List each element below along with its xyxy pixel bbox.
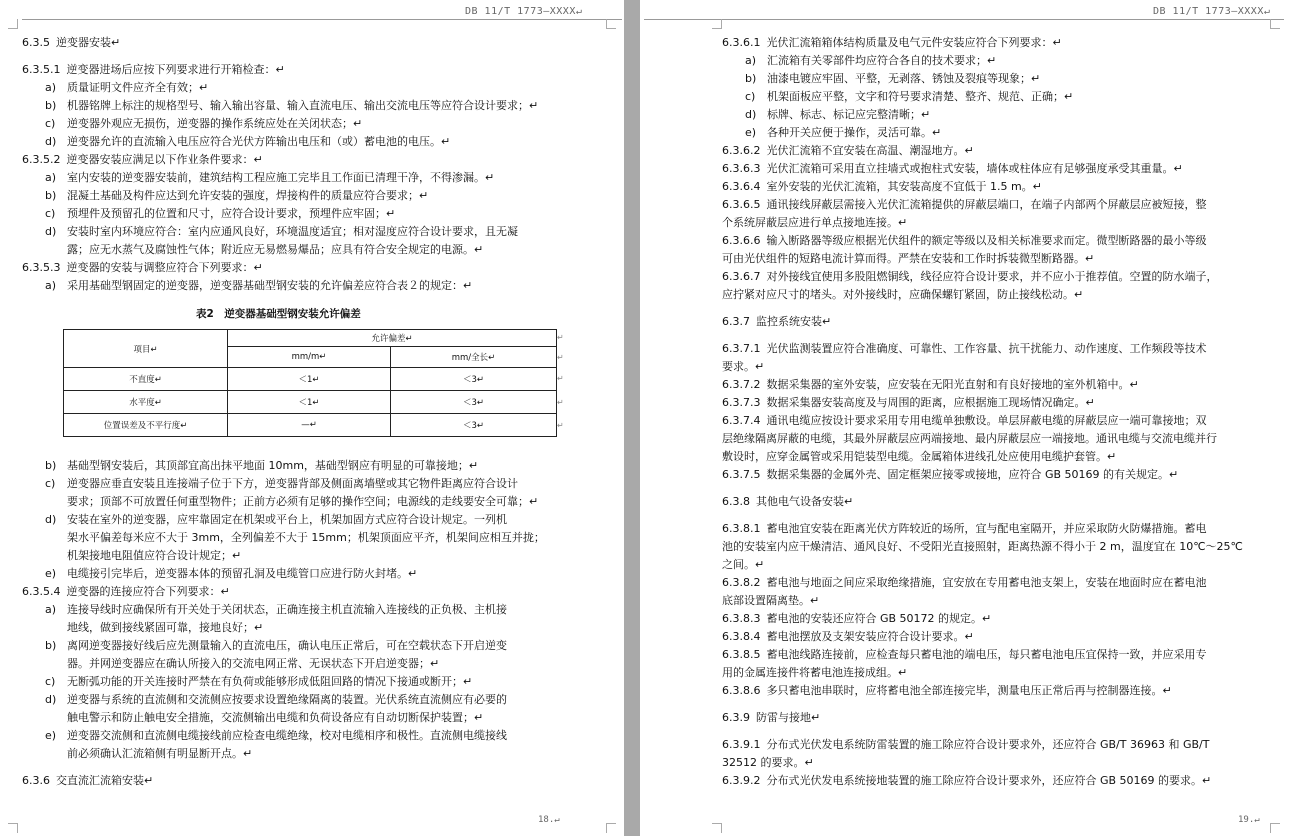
list-item-continued xyxy=(67,495,538,509)
clause-text: 室外安装的光伏汇流箱，其安装高度不宜低于 1.5 m。↵ xyxy=(766,180,1042,193)
clause xyxy=(722,648,1206,662)
row-end-mark: ↵ xyxy=(557,374,564,383)
section-heading xyxy=(22,774,153,788)
crop-mark xyxy=(8,19,18,29)
header-col-b: mm/全长↵ xyxy=(391,347,557,368)
clause-number: 6.3.6.1 xyxy=(722,36,761,49)
list-item xyxy=(45,117,362,131)
table-cell: 不直度↵ xyxy=(64,368,228,391)
clause-text: 应拧紧对应尺寸的堵头。对外接线时，应确保螺钉紧固，防止接线松动。↵ xyxy=(722,288,1084,301)
item-text: 标牌、标志、标记应完整清晰；↵ xyxy=(767,108,931,121)
crop-mark xyxy=(606,19,616,29)
clause-text: 通讯接线屏蔽层需接入光伏汇流箱提供的屏蔽层端口，在端子内部两个屏蔽层应被短接，整 xyxy=(766,198,1207,211)
clause-text: 32512 的要求。↵ xyxy=(722,756,814,769)
item-text: 室内安装的逆变器安装前，建筑结构工程应施工完毕且工作面已清理干净，不得渗漏。↵ xyxy=(67,171,495,184)
clause-continued xyxy=(722,432,1217,446)
clause-text: 蓄电池宜安装在距离光伏方阵较近的场所，宜与配电室隔开，并应采取防火防爆措施。蓄电 xyxy=(766,522,1207,535)
clause-text: 分布式光伏发电系统防雷装置的施工除应符合设计要求外，还应符合 GB/T 36963 和 GB/T xyxy=(766,738,1210,751)
clause xyxy=(722,522,1206,536)
clause-number: 6.3.5.1 xyxy=(22,63,61,76)
item-text: 采用基础型钢固定的逆变器，逆变器基础型钢安装的允许偏差应符合表２的规定：↵ xyxy=(67,279,473,292)
clause-text: 蓄电池线路连接前，应检查每只蓄电池的端电压，每只蓄电池电压宜保持一致，并应采用专 xyxy=(766,648,1207,661)
item-text: 离网逆变器接好线后应先测量输入的直流电压，确认电压正常后，可在空载状态下开启逆变 xyxy=(67,639,507,652)
clause-continued xyxy=(722,540,1243,554)
item-text: 电缆接引完毕后，逆变器本体的预留孔洞及电缆管口应进行防火封堵。↵ xyxy=(67,567,418,580)
clause-text: 数据采集器的室外安装，应安装在无阳光直射和有良好接地的室外机箱中。↵ xyxy=(766,378,1139,391)
clause-number: 6.3.6.2 xyxy=(722,144,761,157)
page-gutter xyxy=(624,0,640,836)
clause xyxy=(722,342,1206,356)
item-text: 预埋件及预留孔的位置和尺寸，应符合设计要求，预埋件应牢固；↵ xyxy=(67,207,396,220)
clause xyxy=(22,63,285,77)
clause-number: 6.3.7.1 xyxy=(722,342,761,355)
clause xyxy=(722,36,1062,50)
clause xyxy=(22,585,230,599)
clause xyxy=(722,270,1217,284)
clause-text: 监控系统安装↵ xyxy=(756,315,832,328)
row-end-mark: ↵ xyxy=(557,398,564,407)
clause-continued xyxy=(722,216,907,230)
item-label: a) xyxy=(45,81,57,94)
item-label: b) xyxy=(45,639,57,652)
clause-number: 6.3.8.2 xyxy=(722,576,761,589)
clause xyxy=(722,774,1211,788)
table-cell: 位置误差及不平行度↵ xyxy=(64,414,228,437)
list-item-continued xyxy=(67,243,483,257)
list-item xyxy=(45,207,395,221)
clause xyxy=(722,180,1042,194)
clause-number: 6.3.7.3 xyxy=(722,396,761,409)
header-group: 允许偏差↵ xyxy=(228,330,557,347)
clause-text: 输入断路器等级应根据光伏组件的额定等级以及相关标准要求而定。微型断路器的最小等级 xyxy=(766,234,1207,247)
section-heading xyxy=(22,36,120,50)
crop-mark xyxy=(712,19,722,29)
clause-number: 6.3.5.2 xyxy=(22,153,61,166)
clause-continued xyxy=(722,360,764,374)
clause xyxy=(22,261,263,275)
item-label: b) xyxy=(45,189,57,202)
clause-number: 6.3.9.1 xyxy=(722,738,761,751)
list-item-continued xyxy=(67,711,483,725)
header-rule xyxy=(22,19,622,20)
clause-number: 6.3.6.4 xyxy=(722,180,761,193)
section-heading xyxy=(722,711,820,725)
tolerance-table xyxy=(63,329,557,437)
clause-text: 光伏汇流箱不宜安装在高温、潮湿地方。↵ xyxy=(766,144,974,157)
item-label: a) xyxy=(45,603,57,616)
clause-text: 多只蓄电池串联时，应将蓄电池全部连接完毕，测量电压正常后再与控制器连接。↵ xyxy=(766,684,1172,697)
item-text: 安装时室内环境应符合：室内应通风良好，环境温度适宜；相对湿度应符合设计要求，且无凝 xyxy=(67,225,518,238)
clause-number: 6.3.7.4 xyxy=(722,414,761,427)
crop-mark xyxy=(1270,823,1280,833)
table-row xyxy=(64,414,557,437)
section-heading xyxy=(722,495,853,509)
item-label: a) xyxy=(45,171,57,184)
clause-number: 6.3.8.6 xyxy=(722,684,761,697)
item-label: c) xyxy=(745,90,756,103)
clause-number: 6.3.8.5 xyxy=(722,648,761,661)
list-item xyxy=(45,477,518,491)
clause xyxy=(722,234,1206,248)
clause-number: 6.3.8.1 xyxy=(722,522,761,535)
left-page xyxy=(0,0,624,836)
clause-number: 6.3.8 xyxy=(722,495,750,508)
running-header: DB 11/T 1773—XXXX↵ xyxy=(465,6,583,17)
item-text: 安装在室外的逆变器，应牢靠固定在机架或平台上，机架加固方式应符合设计规定。一列机 xyxy=(67,513,507,526)
header-col-a: mm/m↵ xyxy=(228,347,391,368)
row-end-mark: ↵ xyxy=(557,421,564,430)
item-text: 架水平偏差每米应不大于 3mm，全列偏差不大于 15mm；机架顶面应平齐，机架间应相互并拢； xyxy=(67,531,545,544)
item-text: 汇流箱有关零部件均应符合各自的技术要求；↵ xyxy=(767,54,997,67)
header-rule xyxy=(644,19,1284,20)
list-item xyxy=(745,90,1073,104)
list-item xyxy=(745,108,930,122)
clause-number: 6.3.7 xyxy=(722,315,750,328)
item-text: 质量证明文件应齐全有效；↵ xyxy=(67,81,209,94)
clause-text: 对外接线宜使用多股阻燃铜线，线径应符合设计要求，并不应小于推荐值。空置的防水端子， xyxy=(766,270,1218,283)
item-text: 逆变器允许的直流输入电压应符合光伏方阵输出电压和（或）蓄电池的电压。↵ xyxy=(67,135,451,148)
clause xyxy=(722,162,1183,176)
table-cell: ＜3↵ xyxy=(391,414,557,437)
clause xyxy=(722,414,1206,428)
item-label: d) xyxy=(45,135,57,148)
clause-number: 6.3.5 xyxy=(22,36,50,49)
item-label: b) xyxy=(745,72,757,85)
clause-text: 逆变器安装↵ xyxy=(56,36,121,49)
list-item xyxy=(45,459,478,473)
item-label: b) xyxy=(45,459,57,472)
row-end-mark: ↵ xyxy=(557,333,564,342)
table-cell: ＜3↵ xyxy=(391,368,557,391)
list-item-continued xyxy=(67,657,439,671)
clause-number: 6.3.5.4 xyxy=(22,585,61,598)
item-label: a) xyxy=(745,54,757,67)
crop-mark xyxy=(1270,19,1280,29)
table-header-row xyxy=(64,330,557,347)
clause xyxy=(722,144,974,158)
clause-text: 逆变器的连接应符合下列要求：↵ xyxy=(66,585,230,598)
clause-text: 层绝缘隔离屏蔽的电缆，其最外屏蔽层应两端接地、最内屏蔽层应一端接地。通讯电缆与交流电缆并行 xyxy=(722,432,1217,445)
clause xyxy=(722,684,1172,698)
item-label: c) xyxy=(45,477,56,490)
clause-number: 6.3.6.5 xyxy=(722,198,761,211)
clause-text: 底部设置隔离垫。↵ xyxy=(722,594,820,607)
list-item-continued xyxy=(67,531,545,545)
clause-continued xyxy=(722,756,814,770)
clause-text: 之间。↵ xyxy=(722,558,765,571)
clause-number: 6.3.6.3 xyxy=(722,162,761,175)
crop-mark xyxy=(606,823,616,833)
clause-text: 交直流汇流箱安装↵ xyxy=(56,774,154,787)
clause-continued xyxy=(722,594,819,608)
row-end-mark: ↵ xyxy=(557,353,564,362)
list-item xyxy=(45,81,208,95)
clause-continued xyxy=(722,252,1094,266)
item-text: 逆变器外观应无损伤，逆变器的操作系统应处在关闭状态；↵ xyxy=(67,117,363,130)
clause-text: 池的安装室内应干燥清洁、通风良好、不受阳光直接照射，距离热源不得小于 2 m，温度宜在 10℃～25℃ xyxy=(722,540,1243,553)
clause-number: 6.3.7.5 xyxy=(722,468,761,481)
clause-text: 光伏汇流箱箱体结构质量及电气元件安装应符合下列要求：↵ xyxy=(766,36,1062,49)
clause-text: 蓄电池的安装还应符合 GB 50172 的规定。↵ xyxy=(766,612,992,625)
clause-continued xyxy=(722,450,1116,464)
table-cell: 水平度↵ xyxy=(64,391,228,414)
section-heading xyxy=(722,315,831,329)
list-item-continued xyxy=(67,549,241,563)
clause-number: 6.3.8.3 xyxy=(722,612,761,625)
clause-text: 可由光伏组件的短路电流计算而得。严禁在安装和工作时拆装微型断路器。↵ xyxy=(722,252,1095,265)
item-label: a) xyxy=(45,279,57,292)
item-label: b) xyxy=(45,99,57,112)
clause-text: 数据采集器安装高度及与周围的距离，应根据施工现场情况确定。↵ xyxy=(766,396,1095,409)
item-label: e) xyxy=(45,729,57,742)
list-item xyxy=(45,639,507,653)
list-item xyxy=(45,675,472,689)
clause-continued xyxy=(722,288,1083,302)
header-item: 项目↵ xyxy=(64,330,228,368)
clause xyxy=(722,738,1209,752)
table-row xyxy=(64,368,557,391)
item-text: 器。并网逆变器应在确认所接入的交流电网正常、无误状态下开启逆变器；↵ xyxy=(67,657,440,670)
item-text: 露；应无水蒸气及腐蚀性气体；附近应无易燃易爆品；应具有符合安全规定的电源。↵ xyxy=(67,243,484,256)
item-label: e) xyxy=(745,126,757,139)
right-page xyxy=(640,0,1291,836)
crop-mark xyxy=(8,823,18,833)
item-text: 前必须确认汇流箱侧有明显断开点。↵ xyxy=(67,747,253,760)
clause-text: 分布式光伏发电系统接地装置的施工除应符合设计要求外，还应符合 GB 50169 的要求。↵ xyxy=(766,774,1212,787)
table-cell: —↵ xyxy=(228,414,391,437)
item-text: 逆变器与系统的直流侧和交流侧应按要求设置绝缘隔离的装置。光伏系统直流侧应有必要的 xyxy=(67,693,507,706)
clause-text: 蓄电池与地面之间应采取绝缘措施，宜安放在专用蓄电池支架上，安装在地面时应在蓄电池 xyxy=(766,576,1207,589)
list-item xyxy=(45,135,450,149)
item-text: 各种开关应便于操作，灵活可靠。↵ xyxy=(767,126,942,139)
item-text: 触电警示和防止触电安全措施，交流侧输出电缆和负荷设备应有自动切断保护装置；↵ xyxy=(67,711,484,724)
item-text: 连接导线时应确保所有开关处于关闭状态，正确连接主机直流输入连接线的正负极、主机接 xyxy=(67,603,507,616)
list-item xyxy=(45,603,507,617)
list-item xyxy=(45,189,428,203)
item-label: c) xyxy=(45,117,56,130)
item-label: c) xyxy=(45,207,56,220)
item-text: 油漆电镀应牢固、平整，无剥落、锈蚀及裂痕等现象；↵ xyxy=(767,72,1041,85)
item-label: d) xyxy=(45,693,57,706)
table-cell: ＜1↵ xyxy=(228,391,391,414)
item-text: 逆变器应垂直安装且连接端子位于下方，逆变器背部及侧面离墙壁或其它物件距离应符合设计 xyxy=(67,477,518,490)
clause-text: 逆变器进场后应按下列要求进行开箱检查：↵ xyxy=(66,63,285,76)
clause-text: 个系统屏蔽层应进行单点接地连接。↵ xyxy=(722,216,908,229)
clause-text: 数据采集器的金属外壳、固定框架应接零或接地，应符合 GB 50169 的有关规定。↵ xyxy=(766,468,1179,481)
list-item xyxy=(45,225,518,239)
list-item xyxy=(745,126,941,140)
clause-number: 6.3.6.7 xyxy=(722,270,761,283)
clause-continued xyxy=(722,666,907,680)
clause-number: 6.3.6.6 xyxy=(722,234,761,247)
item-text: 基础型钢安装后，其顶部宜高出抹平地面 10mm，基础型钢应有明显的可靠接地；↵ xyxy=(67,459,479,472)
table-cell: ＜3↵ xyxy=(391,391,557,414)
clause xyxy=(722,468,1178,482)
page-number: 18.↵ xyxy=(538,815,560,825)
item-text: 机架面板应平整，文字和符号要求清楚、整齐、规范、正确；↵ xyxy=(767,90,1074,103)
item-text: 地线，做到接线紧固可靠，接地良好；↵ xyxy=(67,621,264,634)
item-text: 混凝土基础及构件应达到允许安装的强度，焊接构件的质量应符合要求；↵ xyxy=(67,189,429,202)
clause-text: 蓄电池摆放及支架安装应符合设计要求。↵ xyxy=(766,630,974,643)
list-item xyxy=(45,279,472,293)
clause-continued xyxy=(722,558,764,572)
clause-text: 通讯电缆应按设计要求采用专用电缆单独敷设。单层屏蔽电缆的屏蔽层应一端可靠接地；双 xyxy=(766,414,1207,427)
item-label: c) xyxy=(45,675,56,688)
list-item xyxy=(745,72,1040,86)
item-label: d) xyxy=(45,225,57,238)
list-item xyxy=(45,171,494,185)
list-item xyxy=(45,567,417,581)
table-cell: ＜1↵ xyxy=(228,368,391,391)
clause-text: 防雷与接地↵ xyxy=(756,711,821,724)
list-item xyxy=(45,729,507,743)
clause-number: 6.3.9.2 xyxy=(722,774,761,787)
item-text: 机器铭牌上标注的规格型号、输入输出容量、输入直流电压、输出交流电压等应符合设计要求；↵ xyxy=(67,99,539,112)
table-caption: 表2 逆变器基础型钢安装允许偏差 xyxy=(196,308,361,320)
running-header: DB 11/T 1773—XXXX↵ xyxy=(1153,6,1271,17)
clause-text: 要求。↵ xyxy=(722,360,765,373)
clause-number: 6.3.5.3 xyxy=(22,261,61,274)
list-item xyxy=(745,54,996,68)
item-label: d) xyxy=(45,513,57,526)
clause-text: 逆变器安装应满足以下作业条件要求：↵ xyxy=(66,153,263,166)
item-label: d) xyxy=(745,108,757,121)
list-item xyxy=(45,99,538,113)
clause-number: 6.3.7.2 xyxy=(722,378,761,391)
table-row xyxy=(64,391,557,414)
clause-number: 6.3.6 xyxy=(22,774,50,787)
clause-text: 逆变器的安装与调整应符合下列要求：↵ xyxy=(66,261,263,274)
page-number: 19.↵ xyxy=(1238,815,1260,825)
clause xyxy=(22,153,263,167)
list-item-continued xyxy=(67,747,252,761)
clause xyxy=(722,612,991,626)
item-text: 要求；顶部不可放置任何重型物件；正前方必须有足够的操作空间；电源线的走线要安全可靠；↵ xyxy=(67,495,539,508)
clause-text: 敷设时，应穿金属管或采用铠装型电缆。金属箱体进线孔处应使用电缆护套管。↵ xyxy=(722,450,1117,463)
item-text: 无断弧功能的开关连接时严禁在有负荷或能够形成低阻回路的情况下接通或断开；↵ xyxy=(67,675,473,688)
clause xyxy=(722,378,1139,392)
crop-mark xyxy=(712,823,722,833)
clause-text: 用的金属连接件将蓄电池连接成组。↵ xyxy=(722,666,908,679)
clause-text: 其他电气设备安装↵ xyxy=(756,495,854,508)
clause-number: 6.3.8.4 xyxy=(722,630,761,643)
item-text: 逆变器交流侧和直流侧电缆接线前应检查电缆绝缘，校对电缆相序和极性。直流侧电缆接线 xyxy=(67,729,507,742)
clause-text: 光伏监测装置应符合准确度、可靠性、工作容量、抗干扰能力、动作速度、工作频段等技术 xyxy=(766,342,1207,355)
clause xyxy=(722,630,974,644)
item-label: e) xyxy=(45,567,57,580)
list-item xyxy=(45,693,507,707)
clause-number: 6.3.9 xyxy=(722,711,750,724)
clause xyxy=(722,198,1206,212)
item-text: 机架接地电阻值应符合设计规定；↵ xyxy=(67,549,242,562)
list-item xyxy=(45,513,507,527)
clause xyxy=(722,576,1206,590)
clause-text: 光伏汇流箱可采用直立挂墙式或抱柱式安装，墙体或柱体应有足够强度承受其重量。↵ xyxy=(766,162,1183,175)
list-item-continued xyxy=(67,621,263,635)
clause xyxy=(722,396,1095,410)
